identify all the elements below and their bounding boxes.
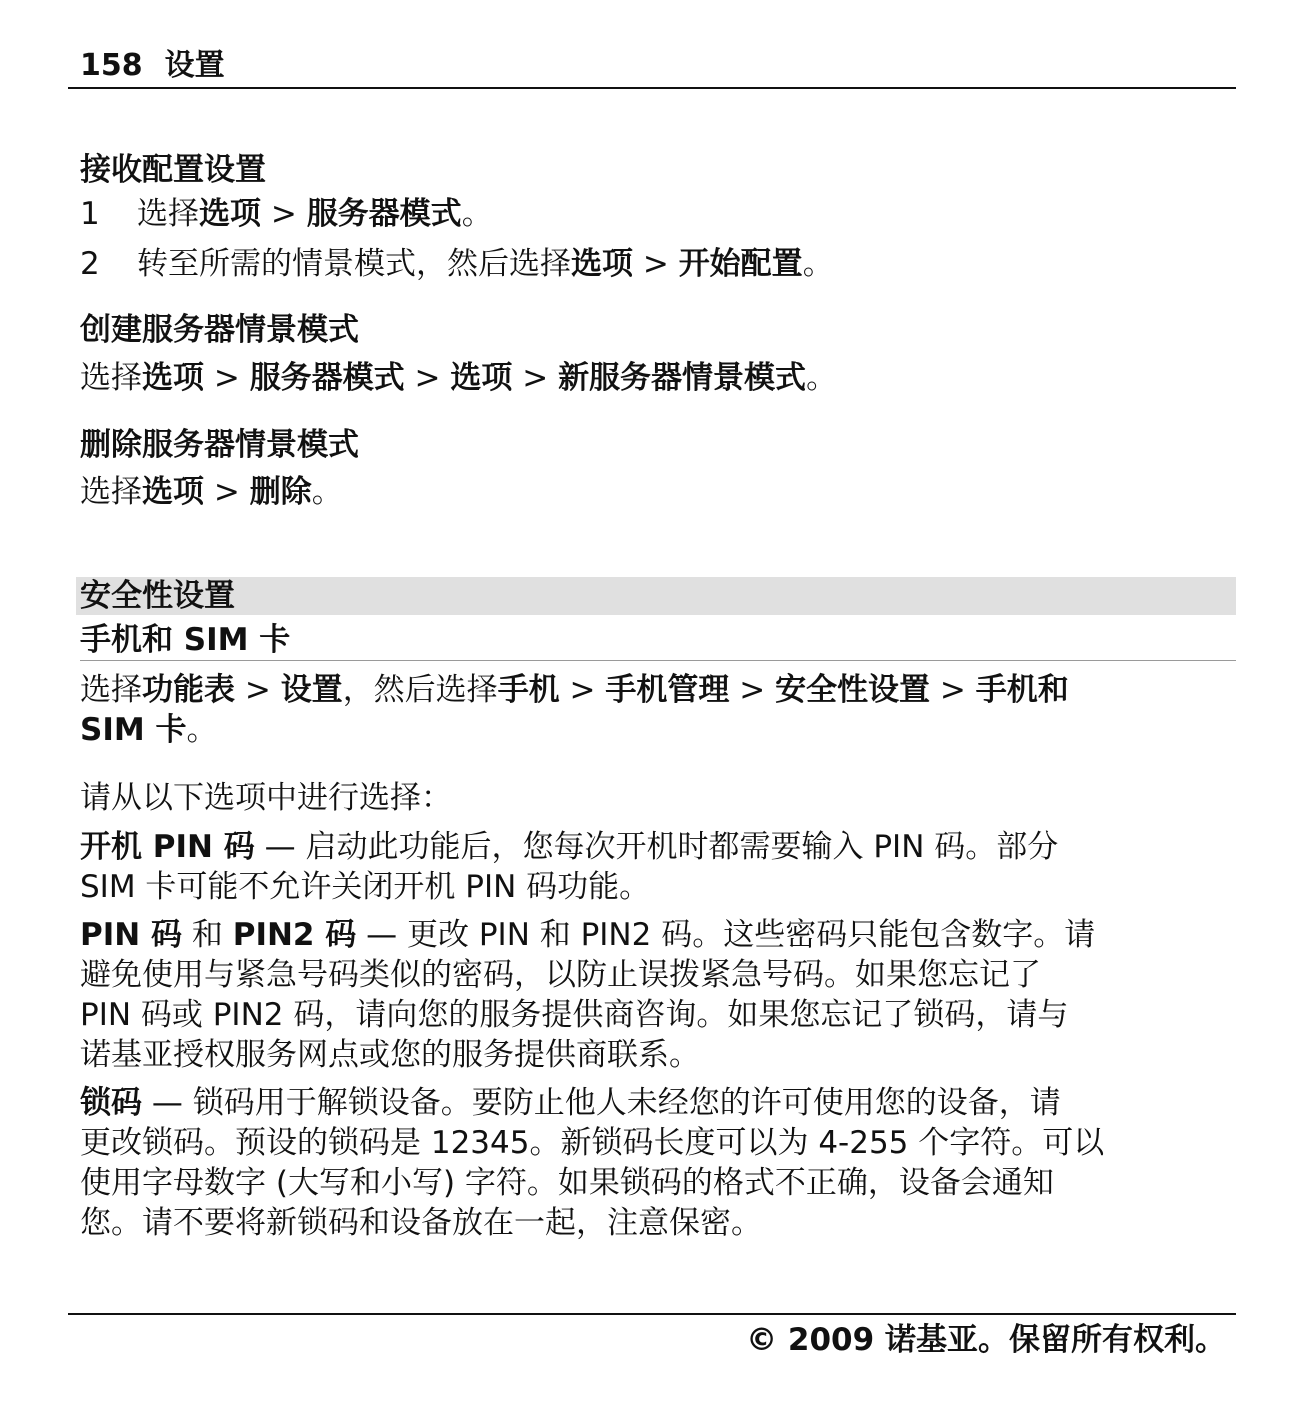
security-section-title: 安全性设置 <box>80 578 235 614</box>
page-number: 158 <box>80 48 143 83</box>
footer-rule <box>68 1313 1236 1315</box>
options-intro: 请从以下选项中进行选择： <box>80 780 452 816</box>
menu-server-mode: 服务器模式 <box>306 196 462 232</box>
create-profile-path: 选择选项 > 服务器模式 > 选项 > 新服务器情景模式。 <box>80 360 838 396</box>
subtitle-rule <box>80 660 1236 661</box>
menu-start-config: 开始配置 <box>678 246 803 282</box>
option-pin-codes: PIN 码 和 PIN2 码 — 更改 PIN 和 PIN2 码。这些密码只能包含数字。请 避免使用与紧急号码类似的密码，以防止误拨紧急号码。如果您忘记了 PIN 码或 PIN2 码，请向您的服务提供商咨询。如果您忘记了锁码，请与 诺基亚授权服务网点或您的服务提供商联系。 <box>80 917 1096 1073</box>
header-rule <box>68 87 1236 89</box>
delete-profile-heading: 删除服务器情景模式 <box>80 427 359 463</box>
menu-options: 选项 <box>571 246 633 282</box>
section-title: 设置 <box>164 48 225 83</box>
step-1: 1 选择选项 > 服务器模式。 <box>80 196 493 232</box>
copyright-footer: © 2009 诺基亚。保留所有权利。 <box>746 1322 1226 1358</box>
receive-config-heading: 接收配置设置 <box>80 152 266 188</box>
security-path-line-2: SIM 卡。 <box>80 712 218 748</box>
option-startup-pin: 开机 PIN 码 — 启动此功能后，您每次开机时都需要输入 PIN 码。部分 SIM 卡可能不允许关闭开机 PIN 码功能。 <box>80 829 1059 905</box>
option-term: PIN 码 <box>80 917 182 953</box>
step-2: 2 转至所需的情景模式，然后选择选项 > 开始配置。 <box>80 246 834 282</box>
delete-profile-path: 选择选项 > 删除。 <box>80 474 343 510</box>
option-lock-code: 锁码 — 锁码用于解锁设备。要防止他人未经您的许可使用您的设备，请 更改锁码。预设的锁码是 12345。新锁码长度可以为 4-255 个字符。可以 使用字母数字 (大写和小写) 字符。如果锁码的格式不正确，设备会通知 您。请不要将新锁码和设备放在一起，注意保密。 <box>80 1085 1105 1241</box>
security-subtitle: 手机和 SIM 卡 <box>80 622 291 658</box>
page-header <box>80 46 225 86</box>
option-term: 开机 PIN 码 <box>80 829 255 865</box>
menu-options: 选项 <box>199 196 261 232</box>
option-term-2: PIN2 码 <box>232 917 357 953</box>
create-profile-heading: 创建服务器情景模式 <box>80 312 359 348</box>
security-path-line-1: 选择功能表 > 设置，然后选择手机 > 手机管理 > 安全性设置 > 手机和 <box>80 672 1069 708</box>
option-term: 锁码 <box>80 1085 142 1121</box>
section-band <box>76 577 1236 615</box>
